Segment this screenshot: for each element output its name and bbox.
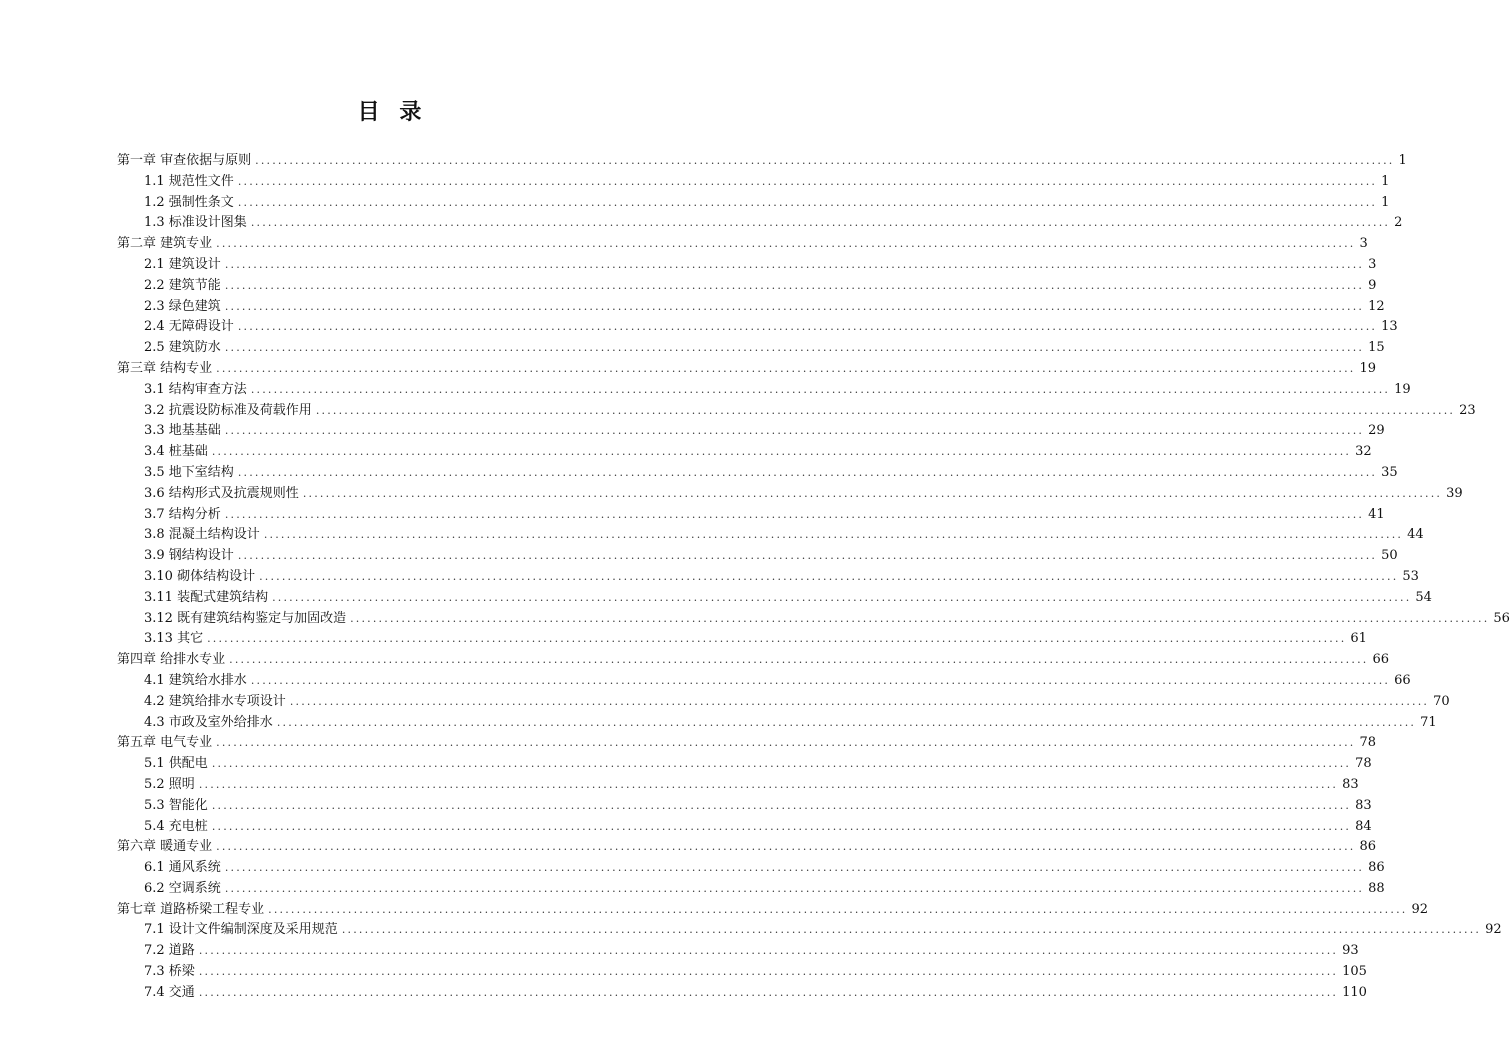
toc-entry-page-number: 32	[1355, 444, 1372, 460]
toc-section-entry[interactable]	[117, 546, 1398, 567]
toc-entry-label: 4.2 建筑给排水专项设计	[144, 693, 286, 709]
toc-entry-label: 5.4 充电桩	[144, 818, 208, 834]
toc-chapter-entry[interactable]	[117, 900, 1429, 921]
toc-entry-page-number: 41	[1368, 506, 1385, 522]
dot-leader: ........................................................................................................................................................................................................	[268, 902, 1408, 916]
toc-entry-page-number: 13	[1381, 319, 1398, 335]
toc-entry-page-number: 56	[1493, 610, 1510, 626]
toc-entry-label: 第三章 结构专业	[117, 360, 213, 376]
toc-section-entry[interactable]	[117, 505, 1385, 526]
dot-leader: ........................................................................................................................................................................................................	[216, 237, 1356, 251]
toc-entry-label: 2.1 建筑设计	[144, 256, 221, 272]
dot-leader: ........................................................................................................................................................................................................	[229, 653, 1369, 667]
toc-entry-page-number: 92	[1485, 922, 1502, 938]
dot-leader: ........................................................................................................................................................................................................	[198, 965, 1339, 979]
toc-section-entry[interactable]	[117, 401, 1476, 422]
toc-entry-label: 7.4 交通	[144, 984, 195, 1000]
toc-entry-label: 3.12 既有建筑结构鉴定与加固改造	[144, 610, 347, 626]
dot-leader: ........................................................................................................................................................................................................	[224, 424, 1365, 438]
toc-entry-label: 3.1 结构审查方法	[144, 381, 247, 397]
toc-entry-label: 5.1 供配电	[144, 756, 208, 772]
dot-leader: ........................................................................................................................................................................................................	[211, 798, 1352, 812]
toc-entry-label: 第五章 电气专业	[117, 735, 213, 751]
toc-entry-page-number: 93	[1342, 943, 1359, 959]
toc-entry-page-number: 86	[1359, 839, 1377, 855]
dot-leader: ........................................................................................................................................................................................................	[341, 923, 1482, 937]
toc-entry-label: 2.3 绿色建筑	[144, 298, 221, 314]
dot-leader: ........................................................................................................................................................................................................	[250, 673, 1391, 687]
toc-section-entry[interactable]	[117, 442, 1372, 463]
toc-entry-page-number: 15	[1368, 340, 1385, 356]
toc-entry-page-number: 66	[1372, 652, 1390, 668]
toc-entry-page-number: 39	[1446, 485, 1463, 501]
toc-entry-page-number: 86	[1368, 860, 1385, 876]
toc-entry-page-number: 61	[1350, 631, 1367, 647]
toc-entry-label: 1.3 标准设计图集	[144, 215, 247, 231]
table-of-contents	[117, 151, 1510, 1004]
toc-entry-label: 7.2 道路	[144, 943, 195, 959]
dot-leader: ........................................................................................................................................................................................................	[250, 216, 1391, 230]
toc-entry-label: 1.2 强制性条文	[144, 194, 234, 210]
toc-entry-label: 3.4 桩基础	[144, 444, 208, 460]
toc-entry-page-number: 3	[1368, 256, 1377, 272]
toc-entry-page-number: 53	[1402, 568, 1419, 584]
toc-section-entry[interactable]	[117, 525, 1424, 546]
toc-section-entry[interactable]	[117, 941, 1359, 962]
dot-leader: ........................................................................................................................................................................................................	[224, 881, 1365, 895]
dot-leader: ........................................................................................................................................................................................................	[211, 757, 1352, 771]
toc-section-entry[interactable]	[117, 484, 1463, 505]
toc-entry-page-number: 29	[1368, 423, 1385, 439]
toc-section-entry[interactable]	[117, 338, 1385, 359]
toc-section-entry[interactable]	[117, 567, 1419, 588]
dot-leader: ........................................................................................................................................................................................................	[211, 445, 1352, 459]
toc-entry-page-number: 66	[1394, 672, 1411, 688]
toc-entry-label: 7.3 桥梁	[144, 964, 195, 980]
toc-entry-page-number: 23	[1459, 402, 1476, 418]
toc-entry-label: 3.11 装配式建筑结构	[144, 589, 269, 605]
toc-entry-label: 2.4 无障碍设计	[144, 319, 234, 335]
toc-section-entry[interactable]	[117, 380, 1411, 401]
toc-section-entry[interactable]	[117, 297, 1385, 318]
toc-entry-label: 5.3 智能化	[144, 797, 208, 813]
toc-entry-page-number: 78	[1359, 735, 1377, 751]
toc-entry-page-number: 105	[1342, 964, 1367, 980]
toc-entry-label: 3.3 地基基础	[144, 423, 221, 439]
dot-leader: ........................................................................................................................................................................................................	[198, 777, 1339, 791]
toc-entry-page-number: 110	[1342, 984, 1367, 1000]
toc-section-entry[interactable]	[117, 713, 1437, 734]
toc-chapter-entry[interactable]	[117, 151, 1407, 172]
toc-entry-label: 3.6 结构形式及抗震规则性	[144, 485, 299, 501]
dot-leader: ........................................................................................................................................................................................................	[198, 944, 1339, 958]
toc-entry-page-number: 78	[1355, 756, 1372, 772]
dot-leader: ........................................................................................................................................................................................................	[198, 985, 1339, 999]
toc-entry-page-number: 19	[1394, 381, 1411, 397]
dot-leader: ........................................................................................................................................................................................................	[224, 278, 1365, 292]
toc-section-entry[interactable]	[117, 255, 1377, 276]
toc-entry-page-number: 83	[1342, 776, 1359, 792]
dot-leader: ........................................................................................................................................................................................................	[216, 736, 1356, 750]
toc-entry-label: 3.13 其它	[144, 631, 204, 647]
toc-entry-page-number: 83	[1355, 797, 1372, 813]
toc-entry-label: 2.2 建筑节能	[144, 277, 221, 293]
toc-section-entry[interactable]	[117, 983, 1367, 1004]
toc-section-entry[interactable]	[117, 172, 1390, 193]
toc-section-entry[interactable]	[117, 588, 1432, 609]
toc-entry-page-number: 1	[1381, 173, 1390, 189]
toc-entry-label: 3.9 钢结构设计	[144, 548, 234, 564]
toc-section-entry[interactable]	[117, 213, 1403, 234]
toc-section-entry[interactable]	[117, 796, 1372, 817]
dot-leader: ........................................................................................................................................................................................................	[237, 320, 1378, 334]
toc-entry-page-number: 12	[1368, 298, 1385, 314]
toc-entry-label: 4.3 市政及室外给排水	[144, 714, 273, 730]
toc-section-entry[interactable]	[117, 817, 1372, 838]
toc-entry-label: 第二章 建筑专业	[117, 236, 213, 252]
dot-leader: ........................................................................................................................................................................................................	[216, 361, 1356, 375]
dot-leader: ........................................................................................................................................................................................................	[216, 840, 1356, 854]
toc-entry-page-number: 92	[1411, 901, 1429, 917]
toc-chapter-entry[interactable]	[117, 733, 1377, 754]
dot-leader: ........................................................................................................................................................................................................	[224, 861, 1365, 875]
toc-chapter-entry[interactable]	[117, 837, 1377, 858]
toc-chapter-entry[interactable]	[117, 359, 1377, 380]
toc-entry-label: 6.2 空调系统	[144, 880, 221, 896]
dot-leader: ........................................................................................................................................................................................................	[250, 382, 1391, 396]
toc-entry-label: 4.1 建筑给水排水	[144, 672, 247, 688]
toc-section-entry[interactable]	[117, 858, 1385, 879]
toc-entry-label: 3.8 混凝土结构设计	[144, 527, 260, 543]
toc-entry-page-number: 1	[1398, 153, 1407, 168]
dot-leader: ........................................................................................................................................................................................................	[224, 257, 1365, 271]
toc-entry-label: 第一章 审查依据与原则	[117, 153, 252, 168]
toc-entry-label: 6.1 通风系统	[144, 860, 221, 876]
dot-leader: ........................................................................................................................................................................................................	[255, 154, 1395, 167]
toc-entry-page-number: 88	[1368, 880, 1385, 896]
toc-entry-label: 第七章 道路桥梁工程专业	[117, 901, 265, 917]
toc-entry-label: 2.5 建筑防水	[144, 340, 221, 356]
toc-entry-page-number: 2	[1394, 215, 1403, 231]
toc-entry-page-number: 70	[1433, 693, 1450, 709]
toc-entry-page-number: 71	[1420, 714, 1437, 730]
dot-leader: ........................................................................................................................................................................................................	[263, 528, 1404, 542]
dot-leader: ........................................................................................................................................................................................................	[276, 715, 1417, 729]
toc-section-entry[interactable]	[117, 609, 1510, 630]
dot-leader: ........................................................................................................................................................................................................	[224, 341, 1365, 355]
toc-section-entry[interactable]	[117, 276, 1377, 297]
dot-leader: ........................................................................................................................................................................................................	[224, 299, 1365, 313]
dot-leader: ........................................................................................................................................................................................................	[350, 611, 1490, 625]
dot-leader: ........................................................................................................................................................................................................	[237, 195, 1378, 209]
dot-leader: ........................................................................................................................................................................................................	[237, 174, 1378, 188]
dot-leader: ........................................................................................................................................................................................................	[237, 465, 1378, 479]
toc-section-entry[interactable]	[117, 463, 1398, 484]
toc-entry-label: 5.2 照明	[144, 776, 195, 792]
toc-entry-page-number: 1	[1381, 194, 1390, 210]
dot-leader: ........................................................................................................................................................................................................	[211, 819, 1352, 833]
toc-section-entry[interactable]	[117, 193, 1390, 214]
toc-chapter-entry[interactable]	[117, 234, 1368, 255]
toc-section-entry[interactable]	[117, 629, 1367, 650]
toc-entry-page-number: 19	[1359, 360, 1377, 376]
toc-entry-label: 3.10 砌体结构设计	[144, 568, 256, 584]
toc-entry-label: 3.7 结构分析	[144, 506, 221, 522]
toc-section-entry[interactable]	[117, 879, 1385, 900]
toc-chapter-entry[interactable]	[117, 650, 1390, 671]
dot-leader: ........................................................................................................................................................................................................	[289, 694, 1430, 708]
toc-section-entry[interactable]	[117, 962, 1367, 983]
dot-leader: ........................................................................................................................................................................................................	[315, 403, 1456, 417]
toc-entry-page-number: 84	[1355, 818, 1372, 834]
toc-section-entry[interactable]	[117, 754, 1372, 775]
toc-section-entry[interactable]	[117, 421, 1385, 442]
toc-entry-page-number: 9	[1368, 277, 1377, 293]
dot-leader: ........................................................................................................................................................................................................	[237, 549, 1378, 563]
toc-entry-page-number: 44	[1407, 527, 1424, 543]
toc-entry-label: 第四章 给排水专业	[117, 652, 226, 668]
toc-section-entry[interactable]	[117, 775, 1359, 796]
toc-entry-label: 1.1 规范性文件	[144, 173, 234, 189]
toc-entry-page-number: 50	[1381, 548, 1398, 564]
dot-leader: ........................................................................................................................................................................................................	[207, 632, 1347, 646]
dot-leader: ........................................................................................................................................................................................................	[302, 486, 1443, 500]
toc-entry-page-number: 3	[1359, 236, 1368, 252]
toc-entry-label: 7.1 设计文件编制深度及采用规范	[144, 922, 338, 938]
toc-entry-label: 3.5 地下室结构	[144, 464, 234, 480]
toc-section-entry[interactable]	[117, 317, 1398, 338]
toc-section-entry[interactable]	[117, 920, 1502, 941]
dot-leader: ........................................................................................................................................................................................................	[224, 507, 1365, 521]
dot-leader: ........................................................................................................................................................................................................	[272, 590, 1412, 604]
toc-entry-page-number: 54	[1415, 589, 1432, 605]
toc-entry-label: 3.2 抗震设防标准及荷载作用	[144, 402, 312, 418]
dot-leader: ........................................................................................................................................................................................................	[259, 569, 1399, 583]
page-title: 目 录	[357, 100, 428, 125]
toc-entry-page-number: 35	[1381, 464, 1398, 480]
toc-section-entry[interactable]	[117, 692, 1450, 713]
toc-section-entry[interactable]	[117, 671, 1411, 692]
toc-entry-label: 第六章 暖通专业	[117, 839, 213, 855]
